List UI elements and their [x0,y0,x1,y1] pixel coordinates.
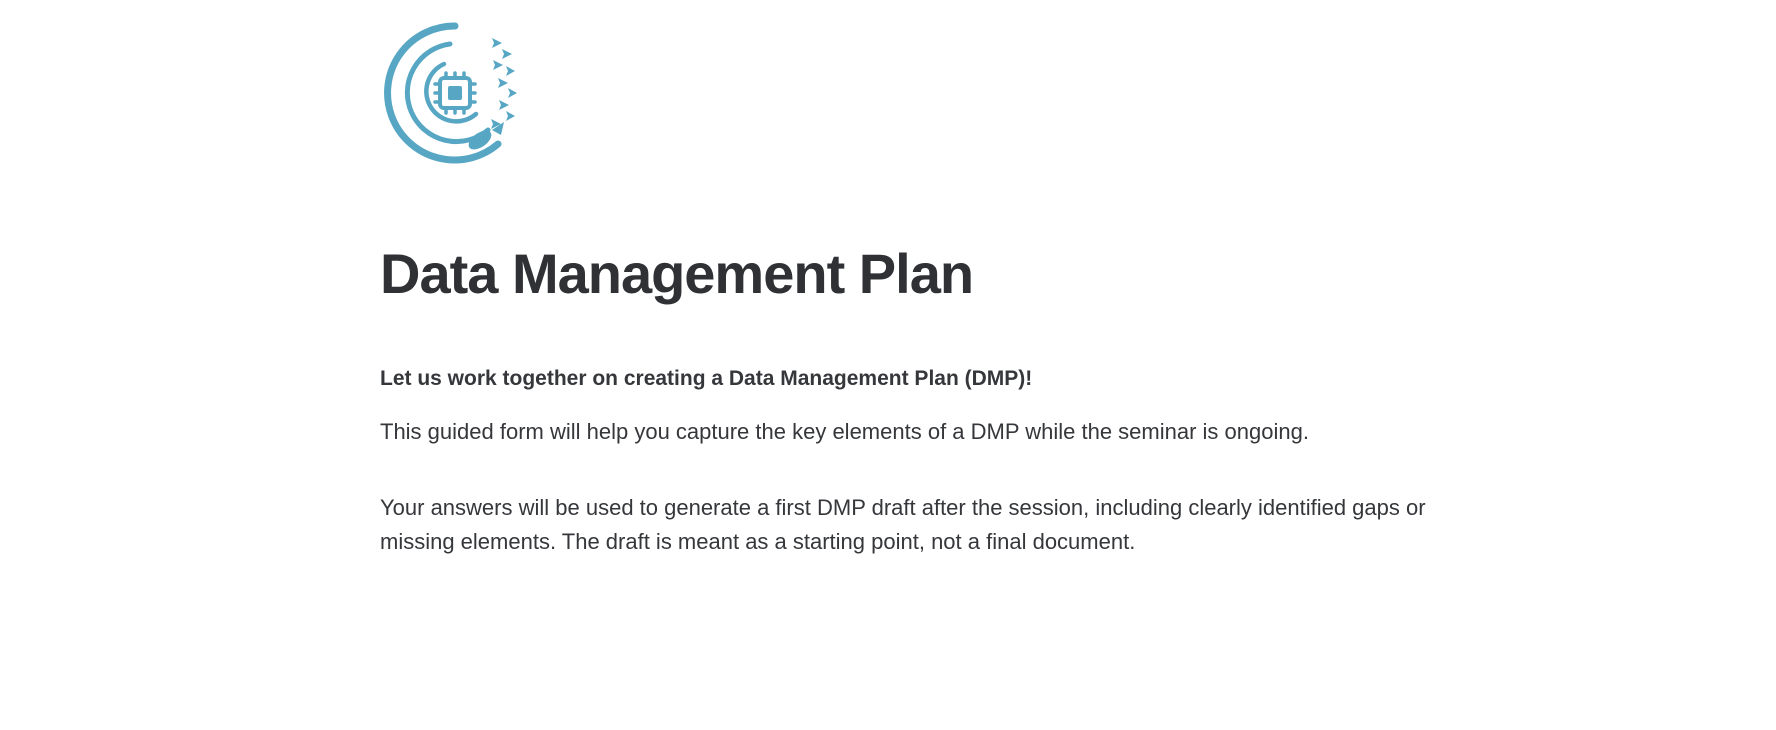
page-title: Data Management Plan [380,242,974,305]
content-column [380,0,1500,559]
intro-paragraph-1: This guided form will help you capture the key elements of a DMP while the seminar is ongoing. [380,418,1309,444]
intro-lead: Let us work together on creating a Data Management Plan (DMP)! [380,367,1033,391]
intro-paragraph-2: Your answers will be used to generate a first DMP draft after the session, including clearly identified gaps or missing elements. The draft is meant as a starting point, not a final document. [380,494,1426,554]
logo [380,0,530,168]
intro-section [380,307,1500,559]
circuit-fish-circle-logo-icon [380,18,530,168]
